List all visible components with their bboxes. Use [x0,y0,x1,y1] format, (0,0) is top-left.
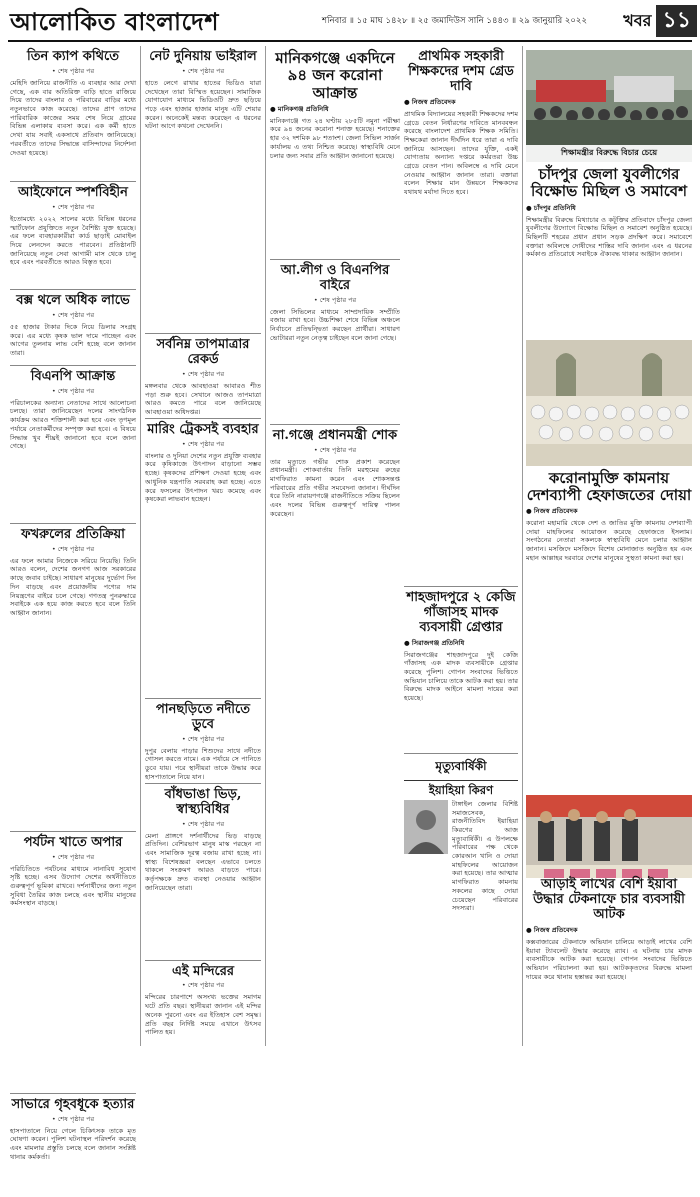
continued-note: • শেষ পৃষ্ঠার পর [51,544,95,553]
story-headline: আইফোনে স্পর্শবিহীন [18,184,128,200]
story-headline: সর্বনিম্ন তাপমাত্রার রেকর্ড [156,336,250,367]
story-body: ইতোমধ্যে ২০২২ সালের মধ্যে বিভিন্ন ধরনের স্মার্টফোন প্রযুক্তিতে নতুন বৈশিষ্ট্য যুক্ত হয়েছে। এর ফলে ব্যবহারকারীরা কার্ড ছাড়াই মোবাইল দিয়ে লেনদেন করতে পারবেন। প্রতিষ্ঠানটি জানিয়েছে নতুন সেবা আগামী মাস থেকে চালু হবে এবং পরবর্তীতে আরও বিস্তৃত হবে। [10,214,136,267]
story-tin-cap [10,50,136,175]
story-headline: পানছড়িতে নদীতে ডুবে [155,701,251,732]
continued-note: • শেষ পৃষ্ঠার পর [181,734,225,743]
story-divider [10,289,136,290]
continued-note: • শেষ পৃষ্ঠার পর [181,981,225,990]
continued-note: • শেষ পৃষ্ঠার পর [181,819,225,828]
story-body: জেলা সিভিলের মাধ্যমে সাম্প্রদায়িক সম্প্রীতি বজায় রাখা হবে। উচ্চশিক্ষা শেষে বিভিন্ন অঞ্চলে নির্বাচনে প্রতিদ্বন্দ্বিতা করছেন প্রার্থীরা। সাধারণ ভোটাররা নতুন নেতৃত্ব চাইছেন বলে জানা গেছে। [270,307,400,342]
story-tourism [10,836,136,1087]
story-body: ৫৫ হাজার টাকার দিকে নিয়ে ডিলার সংগ্রহ করে। এর মধ্যে কৃষক ভাল দামে পাচ্ছেন এবং আগের তুলনায় লাভ বেশি হচ্ছে বলে জানান তারা। [10,322,136,357]
story-divider [145,333,261,334]
continued-note: • শেষ পৃষ্ঠার পর [51,1114,95,1123]
story-headline: চাঁদপুর জেলা যুবলীগের বিক্ষোভ মিছিল ও সমাবেশ [530,165,688,201]
continued-note: • শেষ পৃষ্ঠার পর [51,202,95,211]
story-body: মঙ্গলবার থেকে আবহাওয়া আবারও শীত পড়া শুরু হবে। সেখানে আজও তাপমাত্রা আরও কমতে পারে বলে জানিয়েছে আবহাওয়া অধিদপ্তর। [145,381,261,416]
column-divider [522,46,523,1046]
story-body: পরিচালকের অন্যান্য নেতাদের সাথে আলোচনা চলছে। তারা জানিয়েছেন দলের সাংগঠনিক কার্যক্রম আরও শক্তিশালী করা হবে এবং তৃণমূল পর্যায়ে নেতাকর্মীদের সম্পৃক্ত করা হবে। এ বিষয়ে সিদ্ধান্ত খুব শীঘ্রই জানানো হবে বলে জানা গেছে। [10,398,136,451]
byline: ● মানিকগঞ্জ প্রতিনিধি [270,104,329,113]
story-body: এর ফলে আমার নিজেকে সরিয়ে নিয়েছি। তিনি আরও বলেন, দেশের জনগণ আজ সরকারের কাছে জবাব চাইছে। সাধারণ মানুষের দুর্ভোগ দিন দিন বাড়ছে এবং প্রয়োজনীয় পণ্যের দাম নিয়ন্ত্রণের বাইরে চলে গেছে। গণতন্ত্র পুনরুদ্ধারে সবাইকে এক হয়ে কাজ করতে হবে বলে তিনি আহ্বান জানান। [10,556,136,617]
story-body: প্রাথমিক বিদ্যালয়ের সহকারী শিক্ষকদের দশম গ্রেডে বেতন নির্ধারণের দাবিতে মানববন্ধন করেছে বাংলাদেশ প্রাথমিক শিক্ষক সমিতি। শিক্ষকেরা জানান দীর্ঘদিন ধরে তারা এ দাবি জানিয়ে আসছেন। তাদের যুক্তি, একই যোগ্যতায় অন্যান্য দপ্তরে কর্মরতরা উচ্চ গ্রেডে বেতন পান। অবিলম্বে এ দাবি মেনে নেওয়ার আহ্বান জানান তারা। বক্তারা বলেন শিক্ষার মান উন্নয়নে শিক্ষকদের যথাযথ মর্যাদা দিতে হবে। [404,109,518,197]
story-body: কক্সবাজারের টেকনাফে অভিযান চালিয়ে আড়াই লাখের বেশি ইয়াবা ট্যাবলেট উদ্ধার করেছে র‍্যাব। এ ঘটনায় চার মাদক ব্যবসায়ীকে আটক করা হয়েছে। গোপন সংবাদের ভিত্তিতে অভিযান পরিচালনা করা হয়। আটককৃতদের বিরুদ্ধে মামলা দায়ের করে থানায় হস্তান্তর করা হয়েছে। [526,937,692,981]
story-divider [10,365,136,366]
story-crowd [145,788,261,954]
byline: ● নিজস্ব প্রতিবেদক [526,925,578,934]
story-body: পরিচিতিতে পর্যটনের মাধ্যমে নানাবিধ সুযোগ সৃষ্টি হচ্ছে। এসব উদ্যোগ দেশের অর্থনীতিতে গুরুত্বপূর্ণ ভূমিকা রাখবে। দর্শনার্থীদের জন্য নতুন সুবিধা তৈরির কাজ চলছে এবং স্থানীয় মানুষের কর্মসংস্থান বাড়ছে। [10,864,136,908]
story-divider [145,418,261,419]
story-savar [10,1098,136,1197]
portrait-photo [404,800,448,854]
story-divider [270,259,400,260]
story-headline: নেট দুনিয়ায় ভাইরাল [149,49,257,64]
story-divider [10,1093,136,1094]
story-box [10,294,136,359]
story-body: শিক্ষামন্ত্রীর বিরুদ্ধে মিথ্যাচার ও কটূক্তির প্রতিবাদে চাঁদপুর জেলা যুবলীগের উদ্যোগে বিক্ষোভ মিছিল ও সমাবেশ অনুষ্ঠিত হয়েছে। মিছিলটি শহরের প্রধান প্রধান সড়ক প্রদক্ষিণ করে। সমাবেশে বক্তারা অবিলম্বে দোষীদের শাস্তির দাবি জানান এবং এ ধরনের কর্মকাণ্ড প্রতিরোধে সবাইকে ঐক্যবদ্ধ থাকার আহ্বান জানান। [526,215,692,259]
center-column [270,50,400,790]
story-headline: বক্স থলে অধিক লাভে [16,292,130,308]
story-headline: সাভারে গৃহবধূকে হত্যার [11,1096,135,1112]
column-2 [145,50,261,1046]
prayer-photo [526,340,692,466]
story-teknaf [526,878,692,1046]
byline: ● নিজস্ব প্রতিবেদক [404,97,456,106]
masthead-rule [8,40,692,42]
story-body: বাংলার ও দুনিয়া দেশের নতুন প্রযুক্তি ব্যবহার করে কৃষিকাজে উৎপাদন বাড়ানো সম্ভব হচ্ছে। কৃষকদের প্রশিক্ষণ দেওয়া হচ্ছে এবং আধুনিক যন্ত্রপাতি সরবরাহ করা হচ্ছে। এতে করে ফসলের উৎপাদন খরচ কমেছে এবং কৃষকেরা লাভবান হচ্ছেন। [145,451,261,504]
column-1 [10,49,136,1161]
column-divider [265,46,266,1046]
column-divider [140,46,141,1046]
story-narayanganj [270,429,400,628]
story-headline: তিন ক্যাপ কথিতে [27,49,119,64]
obituary [404,758,518,913]
continued-note: • শেষ পৃষ্ঠার পর [313,445,357,454]
story-divider [270,424,400,425]
story-body: করোনা মহামারি থেকে দেশ ও জাতির মুক্তি কামনায় দেশব্যাপী দোয়া মাহফিলের আয়োজন করেছে হেফাজতে ইসলাম। সংগঠনের নেতারা সকলকে স্বাস্থ্যবিধি মেনে চলার আহ্বান জানান। মসজিদে মসজিদে বিশেষ মোনাজাত অনুষ্ঠিত হয় এবং মহান আল্লাহর দরবারে দেশের মানুষের সুস্থতা কামনা করা হয়। [526,519,692,562]
story-headline: পর্যটন খাতে অপার [23,834,123,850]
continued-note: • শেষ পৃষ্ঠার পর [51,852,95,861]
story-temple [145,965,261,1158]
obituary-title: মৃত্যুবার্ষিকী [404,758,518,781]
byline: ● নিজস্ব প্রতিবেদক [526,507,578,515]
story-divider [404,753,518,754]
section-tag [597,4,697,38]
masthead [0,0,700,44]
column-4 [404,50,518,1046]
story-drowning [145,701,261,781]
story-divider [145,698,261,699]
newspaper-logo: আলোকিত বাংলাদেশ [10,7,219,36]
story-headline: মারিং ট্রেকসই ব্যবহার [147,421,259,437]
story-body: টাঙ্গাইল জেলার বিশিষ্ট সমাজসেবক, রাজনীতিবিদ ইয়াহিয়া কিরণের আজ মৃত্যুবার্ষিকী। এ উপলক্ষে পরিবারের পক্ষ থেকে কোরআন খানি ও দোয়া মাহফিলের আয়োজন করা হয়েছে। তার আত্মার মাগফিরাত কামনায় সকলের কাছে দোয়া চেয়েছেন পরিবারের সদস্যরা। [452,799,518,913]
date-line: শনিবার ॥ ১৫ মাঘ ১৪২৮ ॥ ২৫ জমাদিউস সানি ১৪৪৩ ॥ ২৯ জানুয়ারি ২০২২ [322,16,587,26]
story-body: মেলা প্রাঙ্গণে দর্শনার্থীদের ভিড় বাড়ছে প্রতিদিন। বেশিরভাগ মানুষ মাস্ক পরছেন না এবং সামাজিক দূরত্ব বজায় রাখা হচ্ছে না। স্বাস্থ্য বিশেষজ্ঞরা বলছেন এভাবে চলতে থাকলে সংক্রমণ আরও বাড়তে পারে। কর্তৃপক্ষকে দ্রুত ব্যবস্থা নেওয়ার আহ্বান জানিয়েছেন তারা। [145,831,261,892]
prayer-photo-image [526,340,692,466]
story-body: হাতে লেগে রাখার হাতের ভিডিও যারা দেখেছেন তারা বিস্মিত হয়েছেন। সামাজিক যোগাযোগ মাধ্যমে ভিডিওটি দ্রুত ছড়িয়ে পড়ে এবং হাজার হাজার মানুষ এটি শেয়ার করেন। অনেকেই মন্তব্য করেছেন এ ধরনের ঘটনা আগে কখনো দেখেননি। [145,78,261,131]
story-divider [145,960,261,961]
story-viral [145,50,261,327]
obituary-name: ইয়াহিয়া কিরণ [428,782,494,797]
story-divider [10,831,136,832]
story-al-bnp [270,264,400,418]
story-headline: আড়াই লাখের বেশি ইয়াবা উদ্ধার টেকনাফে চার ব্যবসায়ী আটক [533,877,685,922]
story-marine [145,423,261,692]
story-headline: ফখরুলের প্রতিক্রিয়া [21,526,125,542]
story-headline: বিএনপি আক্রান্ত [30,368,116,384]
story-headline: প্রাথমিক সহকারী শিক্ষকদের দশম গ্রেড দাবি [408,49,514,94]
section-name: খবর [623,10,652,30]
page-number: ১১ [656,5,697,37]
story-teachers [404,50,518,580]
story-headline: না.গঞ্জে প্রধানমন্ত্রী শোক [272,427,398,443]
lead-headline: মানিকগঞ্জে একদিনে ৯৪ জন করোনা আক্রান্ত [275,49,395,102]
story-temperature [145,336,261,416]
story-shahjadpur [404,591,518,747]
story-headline: শাহজাদপুরে ২ কেজি গাঁজাসহ মাদক ব্যবসায়ী গ্রেপ্তার [406,589,516,635]
story-bnp [10,370,136,517]
portrait-icon [404,800,448,854]
story-iphone [10,186,136,283]
story-body: হাসপাতালে নিয়ে গেলে চিকিৎসক তাকে মৃত ঘোষণা করেন। পুলিশ ঘটনাস্থল পরিদর্শন করেছে এবং মামলার প্রস্তুতি চলছে বলে জানান সংশ্লিষ্ট থানার কর্মকর্তা। [10,1126,136,1161]
continued-note: • শেষ পৃষ্ঠার পর [51,310,95,319]
story-divider [145,783,261,784]
story-divider [10,523,136,524]
story-headline: এই মন্দিরের [171,963,235,979]
story-divider [10,181,136,182]
story-fakhrul [10,528,136,825]
story-body: মেহিদি জানিয়ে রাজনীতি এ ব্যবহার আর দেখা গেছে, এক বার অতিরিক্ত বাড়ি হাতে রাজিয়ে দিয়ে তাদের বাংলার ও পরিবারের বাড়ির মধ্যে নতুনভাবে কাজ করেছে। তাদের প্রাণ তাদের পারিবারিক কাজের সময় শেষ নিয়ে গ্রামের বিভিন্ন এলাকায় ব্যবসা করে। এক কর্মী হাতে দেখা যায় সবাই একসাথে প্রতিবাদ জানিয়েছে। পরবর্তীতে তাদের সিদ্ধান্তে বাসিন্দাদের নির্দেশনা দেওয়া হয়েছে। [10,78,136,157]
story-body: সিরাজগঞ্জের শাহজাদপুরে দুই কেজি গাঁজাসহ এক মাদক ব্যবসায়ীকে গ্রেপ্তার করেছে পুলিশ। গোপন সংবাদের ভিত্তিতে অভিযান চালিয়ে তাকে আটক করা হয়। তার বিরুদ্ধে মাদক আইনে মামলা দায়ের করা হয়েছে। [404,650,518,703]
story-headline: আ.লীগ ও বিএনপির বাইরে [280,262,390,293]
story-divider [404,586,518,587]
story-hefazat [526,470,692,790]
continued-note: • শেষ পৃষ্ঠার পর [313,295,357,304]
continued-note: • শেষ পৃষ্ঠার পর [51,66,95,75]
story-headline: বাঁধভাঙা ভিড়, স্বাস্থ্যবিধির [164,786,242,817]
photo-caption: শিক্ষামন্ত্রীর বিরুদ্ধে বিচার চেয়ে [526,145,692,162]
byline: ● চাঁদপুর প্রতিনিধি [526,203,576,212]
continued-note: • শেষ পৃষ্ঠার পর [51,386,95,395]
protest-photo [526,50,692,162]
story-manikganj [270,50,400,253]
story-body: মানিকগঞ্জে গত ২৪ ঘণ্টায় ২৮৫টি নমুনা পরীক্ষা করে ৯৪ জনের করোনা শনাক্ত হয়েছে। শনাক্তের হার ৩২ দশমিক ৯৮ শতাংশ। জেলা সিভিল সার্জন কার্যালয় এ তথ্য নিশ্চিত করেছে। স্বাস্থ্যবিধি মেনে চলার জন্য সবার প্রতি আহ্বান জানানো হয়েছে। [270,116,400,160]
byline: ● সিরাজগঞ্জ প্রতিনিধি [404,638,465,647]
story-body: দুপুর বেলায় পাড়ার শিশুদের সাথে নদীতে গোসল করতে নামে। এক পর্যায়ে সে পানিতে ডুবে যায়। পরে স্থানীয়রা তাকে উদ্ধার করে হাসপাতালে নিয়ে যান। [145,746,261,781]
story-body: তার মৃত্যুতে গভীর শোক প্রকাশ করেছেন প্রধানমন্ত্রী। শোকবার্তায় তিনি মরহুমের রুহের মাগফিরাত কামনা করেন এবং শোকসন্তপ্ত পরিবারের প্রতি গভীর সমবেদনা জানান। দীর্ঘদিন ধরে তিনি নারায়ণগঞ্জে রাজনীতিতে সক্রিয় ছিলেন এবং দলের বিভিন্ন গুরুত্বপূর্ণ দায়িত্ব পালন করেছেন। [270,457,400,518]
continued-note: • শেষ পৃষ্ঠার পর [181,66,225,75]
continued-note: • শেষ পৃষ্ঠার পর [181,369,225,378]
story-chandpur [526,166,692,334]
story-headline: করোনামুক্তি কামনায় দেশব্যাপী হেফাজতের দোয়া [526,468,692,504]
story-body: মন্দিরের চারপাশে অসংখ্য ভক্তের সমাগম ঘটে প্রতি বছর। স্থানীয়রা জানান এই মন্দির অনেক পুরনো এবং এর ইতিহাস বেশ সমৃদ্ধ। প্রতি বছর নির্দিষ্ট সময়ে এখানে উৎসব পালিত হয়। [145,993,261,1037]
continued-note: • শেষ পৃষ্ঠার পর [181,439,225,448]
